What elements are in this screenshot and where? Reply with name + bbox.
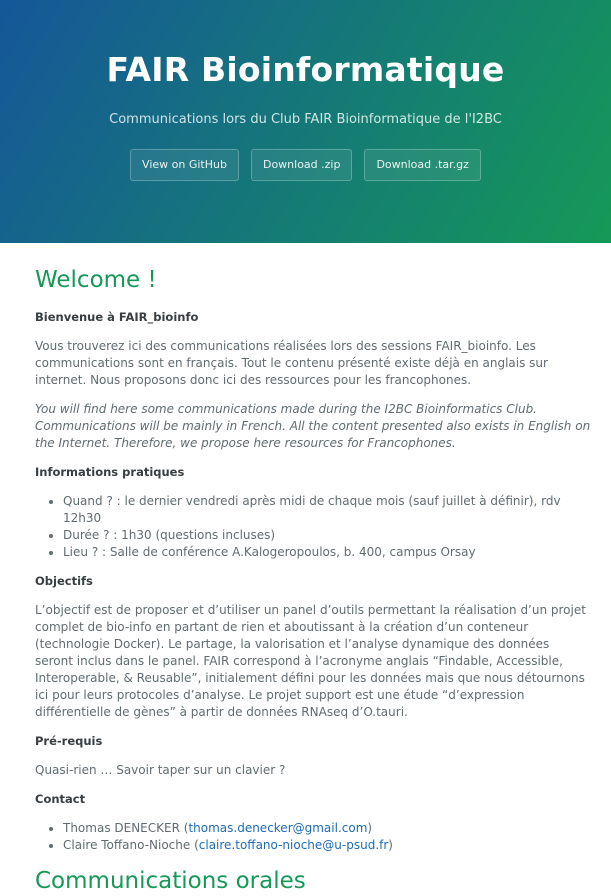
- prereq-heading: Pré-requis: [35, 734, 103, 748]
- list-item: • Durée ? : 1h30 (questions incluses): [63, 527, 591, 544]
- list-item: • Lieu ? : Salle de conférence A.Kalogeropoulos, b. 400, campus Orsay: [63, 544, 591, 561]
- contact-item: • Thomas DENECKER (thomas.denecker@gmail.com): [63, 820, 591, 837]
- contact-name: Claire Toffano-Nioche: [63, 838, 191, 852]
- project-tagline: Communications lors du Club FAIR Bioinformatique de l'I2BC: [109, 112, 502, 127]
- project-title: FAIR Bioinformatique: [106, 50, 505, 89]
- practical-info-list: [35, 493, 591, 561]
- contact-heading: Contact: [35, 792, 86, 806]
- contact-item: • Claire Toffano-Nioche (claire.toffano-nioche@u-psud.fr): [63, 837, 591, 854]
- oral-communications-heading: Communications orales: [35, 868, 306, 894]
- download-targz-button[interactable]: Download .tar.gz: [364, 149, 481, 181]
- contact-list: [35, 820, 591, 854]
- page-header: [0, 0, 611, 243]
- contact-email-link[interactable]: claire.toffano-nioche@u-psud.fr: [198, 838, 389, 852]
- main-content: [0, 243, 611, 896]
- view-on-github-button[interactable]: View on GitHub: [130, 149, 239, 181]
- contact-email-link[interactable]: thomas.denecker@gmail.com: [188, 821, 368, 835]
- contact-name: Thomas DENECKER: [63, 821, 180, 835]
- header-buttons: [0, 149, 611, 181]
- intro-english-paragraph: You will find here some communications made during the I2BC Bioinformatics Club. Communications will be mainly in French. All the content presented also exists in English on the Internet. Therefore, we propose here resources for Francophones.: [35, 402, 591, 450]
- objectives-paragraph: L’objectif est de proposer et d’utiliser un panel d’outils permettant la réalisation d’un projet complet de bio-info en partant de rien et aboutissant à la création d’un conteneur (technologie Docker). Le partage, la valorisation et l’analyse dynamique des données seront inclus dans le panel. FAIR correspond à l’acronyme anglais “Findable, Accessible, Interoperable, & Reusable”, initialement défini pour les données mais que nous détournons ici pour leurs protocoles d’analyse. Le projet support est une étude “d’expression différentielle de gènes” à partir de données RNAseq d’O.tauri.: [35, 603, 586, 719]
- list-item: • Quand ? : le dernier vendredi après midi de chaque mois (sauf juillet à définir), rdv 12h30: [63, 493, 591, 527]
- intro-french-paragraph: Vous trouverez ici des communications réalisées lors des sessions FAIR_bioinfo. Les communications sont en français. Tout le contenu présenté existe déjà en anglais sur internet. Nous proposons donc ici des ressources pour les francophones.: [35, 339, 548, 387]
- prereq-paragraph: Quasi-rien … Savoir taper sur un clavier ?: [35, 763, 286, 777]
- practical-info-heading: Informations pratiques: [35, 465, 185, 479]
- intro-heading: Bienvenue à FAIR_bioinfo: [35, 310, 199, 324]
- download-zip-button[interactable]: Download .zip: [251, 149, 352, 181]
- objectives-heading: Objectifs: [35, 574, 93, 588]
- welcome-heading: Welcome !: [35, 267, 157, 293]
